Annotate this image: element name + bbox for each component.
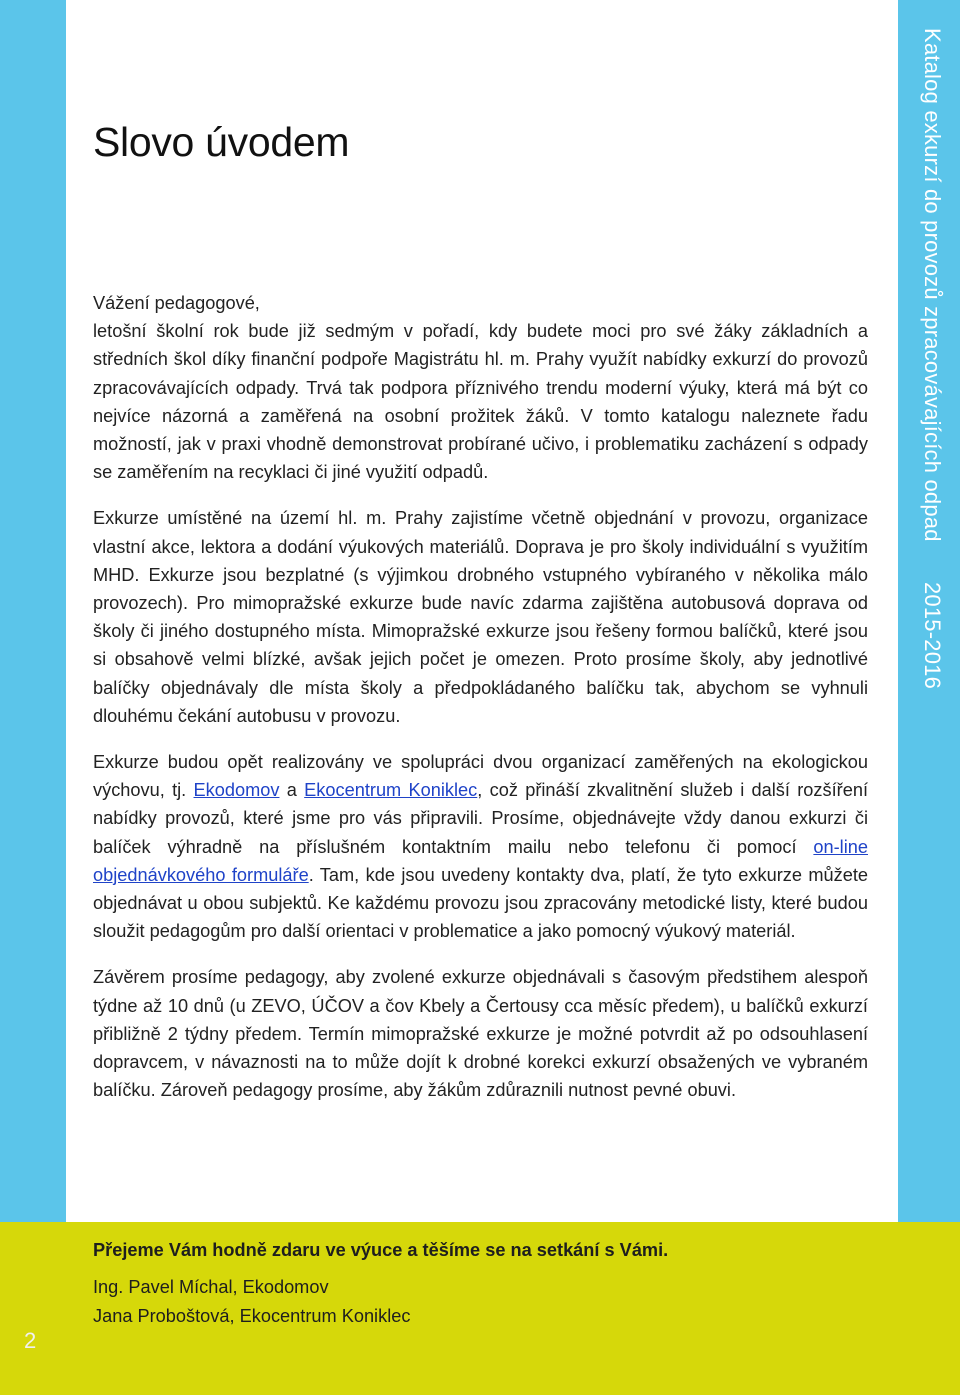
paragraph-1-text: letošní školní rok bude již sedmým v pořadí, kdy budete moci pro své žáky základních a středních škol díky finanční podpoře Magistrátu hl. m. Prahy využít nabídky exkurzí do provozů zpracovávajících odpady. Trvá tak podpora příznivého trendu moderní výuky, která má být co nejvíce názorná a zaměřená na osobní prožitek žáků. V tomto katalogu naleznete řadu možností, jak v praxi vhodně demonstrovat probírané učivo, i problematiku zacházení s odpady se zaměřením na recyklaci či jiné využití odpadů. <box>93 321 868 483</box>
signature-2: Jana Proboštová, Ekocentrum Koniklec <box>93 1306 411 1326</box>
page-title: Slovo úvodem <box>93 119 350 165</box>
signatures <box>93 1273 410 1331</box>
catalog-title-text: Katalog exkurzí do provozů zpracovávajících odpad <box>920 28 945 542</box>
paragraph-2: Exkurze umístěné na území hl. m. Prahy zajistíme včetně objednání v provozu, organizace vlastní akce, lektora a dodání výukových materiálů. Doprava je pro školy individuální s využitím MHD. Exkurze jsou bezplatné (s výjimkou drobného vstupného vybíraného v několika málo provozech). Pro mimopražské exkurze bude navíc zdarma zajištěna autobusová doprava od školy či jiného dostupného místa. Mimopražské exkurze jsou řešeny formou balíčků, které jsou si obsahově velmi blízké, avšak jejich počet je omezen. Proto prosíme školy, aby jednotlivé balíčky objednávaly dle místa školy a předpokládaného balíčku tak, abychom se vyhnuli dlouhému čekání autobusu v provozu. <box>93 508 868 726</box>
paragraph-3-part-2: a <box>279 780 305 801</box>
paragraph-3-part-3: , což přináší zkvalitnění služeb i další rozšíření nabídky provozů, které jsme pro vás připravili. Prosíme, objednávejte vždy danou exkurzi či balíček výhradně na příslušném kontaktním mailu nebo telefonu či pomocí <box>93 780 868 857</box>
ekodomov-link[interactable]: Ekodomov <box>193 780 280 801</box>
paragraph-3 <box>93 748 868 945</box>
intro-body <box>93 289 868 1104</box>
paragraph-3-part-1: Exkurze budou opět realizovány ve spolupráci dvou organizací zaměřených na ekologickou výchovu, tj. <box>93 752 868 801</box>
paragraph-3-part-4: . Tam, kde jsou uvedeny kontakty dva, platí, že tyto exkurze můžete objednávat u obou subjektů. Ke každému provozu jsou zpracovány metodické listy, které budou sloužit pedagogům pro další orientaci v problematice a jako pomocný výukový materiál. <box>93 864 868 942</box>
order-form-link[interactable]: on-line objednávkového formuláře <box>93 836 868 885</box>
ekocentrum-koniklec-link[interactable]: Ekocentrum Koniklec <box>304 780 478 801</box>
page-number: 2 <box>24 1328 37 1353</box>
signature-1: Ing. Pavel Míchal, Ekodomov <box>93 1277 329 1297</box>
closing-wish: Přejeme Vám hodně zdaru ve výuce a těšíme se na setkání s Vámi. <box>93 1240 669 1260</box>
greeting: Vážení pedagogové, <box>93 293 260 313</box>
paragraph-4: Závěrem prosíme pedagogy, aby zvolené exkurze objednávali s časovým předstihem alespoň týdne až 10 dnů (u ZEVO, ÚČOV a čov Kbely a Čertousy cca měsíc předem), u balíčků exkurzí přibližně 2 týdny předem. Termín mimopražské exkurze je možné potvrdit až po odsouhlasení dopravcem, v návaznosti na to může dojít k drobné korekci exkurzí obsažených ve vybraném balíčku. Zároveň pedagogy prosíme, aby žákům zdůraznili nutnost pevné obuvi. <box>93 967 868 1101</box>
catalog-years: 2015-2016 <box>920 581 945 689</box>
paragraph-greeting <box>93 289 868 486</box>
vertical-catalog-title <box>912 28 952 768</box>
